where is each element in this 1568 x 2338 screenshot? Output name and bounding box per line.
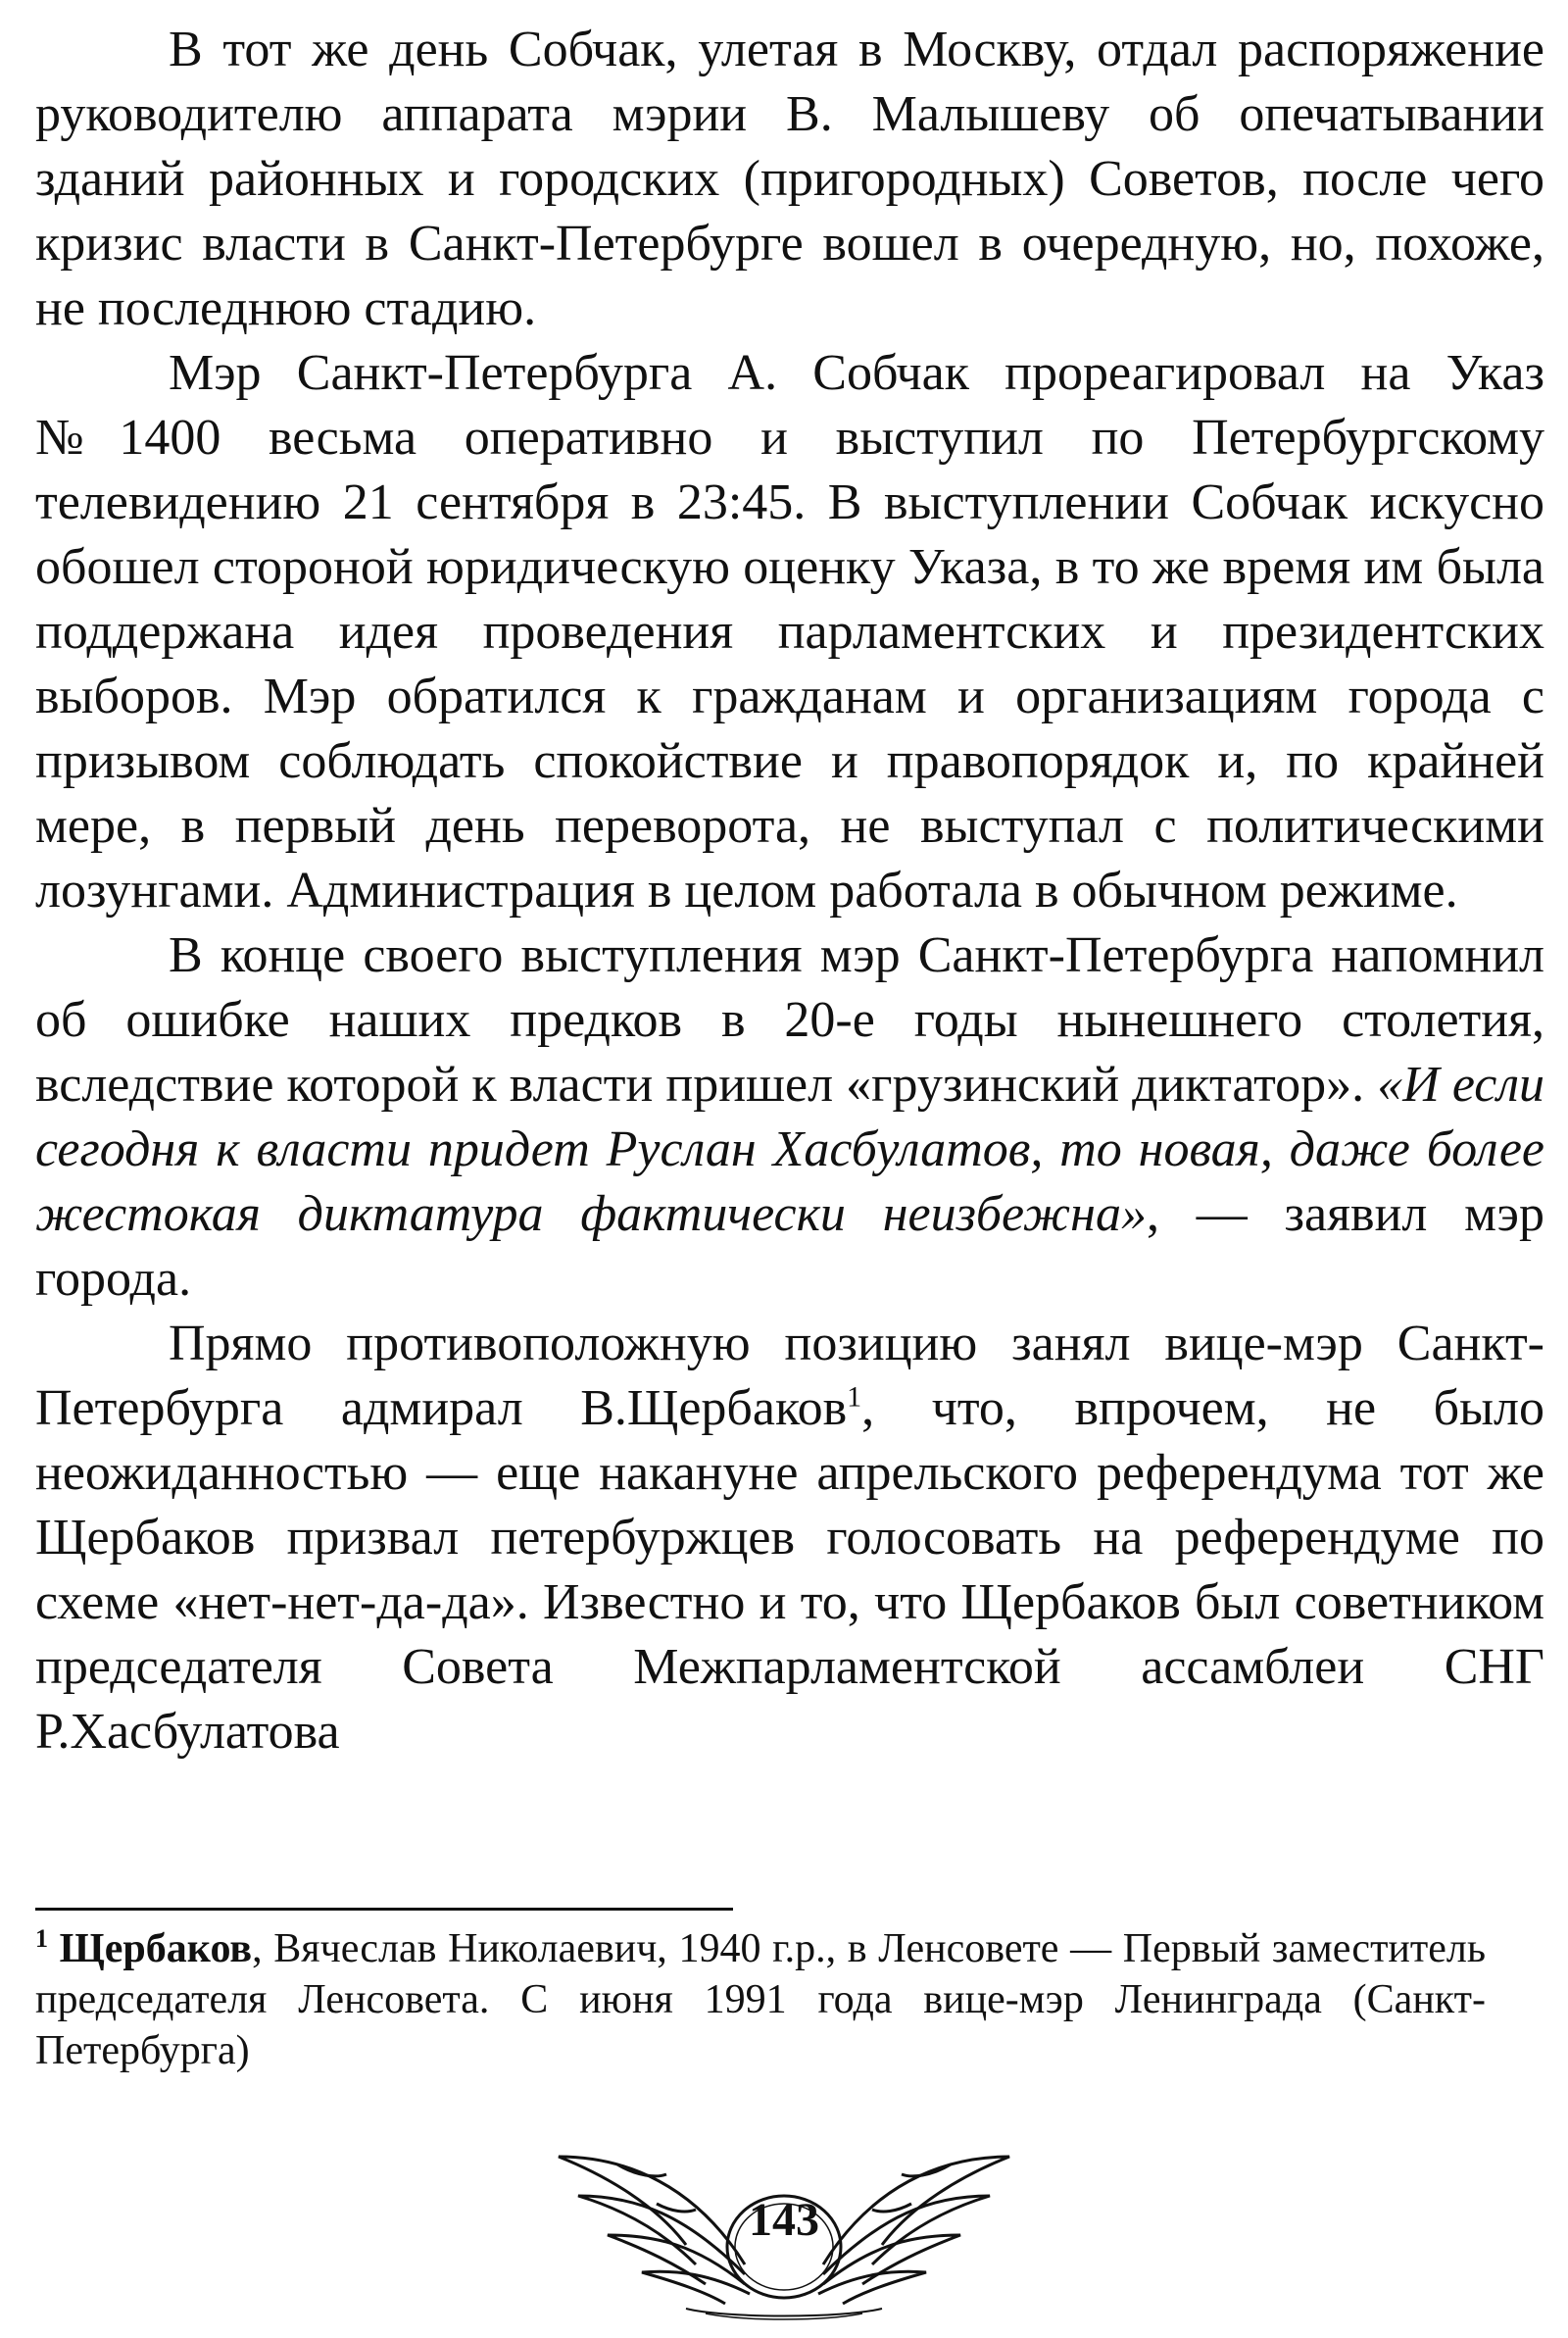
- paragraph-4: [35, 1312, 1544, 1765]
- page-number: 143: [749, 2194, 819, 2246]
- paragraph-2: [35, 341, 1544, 923]
- footnote-divider: [35, 1908, 733, 1911]
- paragraph-2-text: Мэр Санкт-Петербурга А. Собчак прореагировал на Указ №1400 весьма оперативно и выступил по Петербургскому телевидению 21 сентября в 23:45. В выступлении Собчак искусно обошел стороной юридическую оценку Указа, в то же время им была поддержана идея проведения парламентских и президентских выборов. Мэр обратился к гражданам и организациям города с призывом соблюдать спокойствие и правопорядок и, по крайней мере, в первый день переворота, не выступал с политическими лозунгами. Администрация в целом работала в обычном режиме.: [35, 345, 1544, 919]
- paragraph-3-text-end: , — заявил мэр города.: [35, 1186, 1544, 1307]
- paragraph-4-text-start: Прямо противоположную позицию занял вице-мэр Санкт-Петербурга адмирал В.Щербаков: [35, 1316, 1544, 1436]
- footnote-mark: 1: [35, 1924, 48, 1953]
- footnote-reference[interactable]: 1: [847, 1380, 862, 1414]
- page-body: [35, 18, 1544, 1765]
- paragraph-3-quote: «И если сегодня к власти придет Руслан Хасбулатов, то новая, даже более жестокая диктатура фактически неизбежна»: [35, 1057, 1544, 1242]
- paragraph-1: [35, 18, 1544, 341]
- footnote: [35, 1923, 1486, 2076]
- paragraph-1-text: В тот же день Собчак, улетая в Москву, отдал распоряжение руководителю аппарата мэрии В. Малышеву об опечатывании зданий районных и городских (пригородных) Советов, после чего кризис власти в Санкт-Петербурге вошел в очередную, но, похоже, не последнюю стадию.: [35, 22, 1544, 336]
- paragraph-3: [35, 923, 1544, 1312]
- footnote-name: Щербаков: [59, 1926, 253, 1971]
- paragraph-4-text-end: , что, впрочем, не было неожиданностью — еще накануне апрельского референдума тот же Щербаков призвал петербуржцев голосовать на референдуме по схеме «нет-нет-да-да». Известно и то, что Щербаков был советником председателя Совета Межпарламентской ассамблеи СНГ Р.Хасбулатова: [35, 1380, 1544, 1760]
- footnote-text: , Вячеслав Николаевич, 1940 г.р., в Ленсовете — Первый заместитель председателя Ленсовета. С июня 1991 года вице-мэр Ленинграда (Санкт-Петербурга): [35, 1926, 1487, 2073]
- paragraph-3-text-start: В конце своего выступления мэр Санкт-Петербурга напомнил об ошибке наших предков в 20-е годы нынешнего столетия, вследствие которой к власти пришел «грузинский диктатор».: [35, 927, 1544, 1113]
